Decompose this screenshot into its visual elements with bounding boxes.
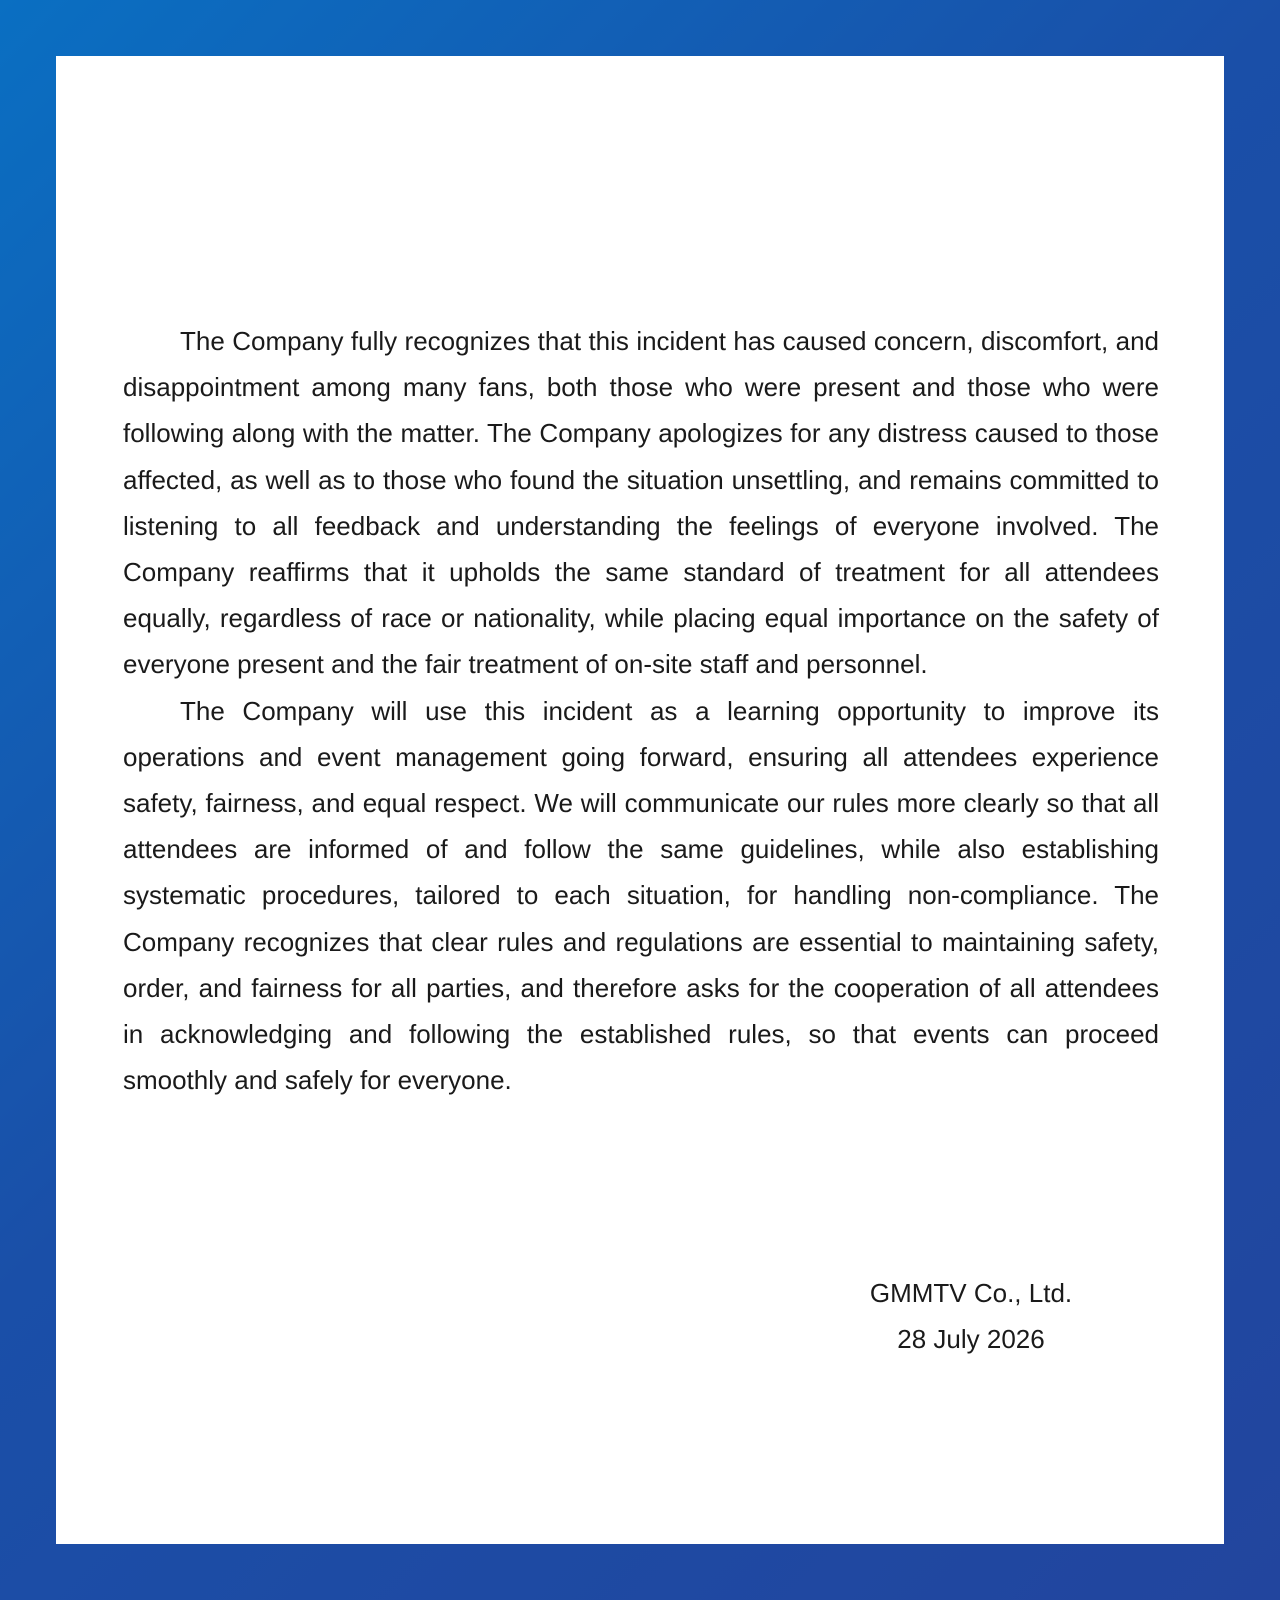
statement-body [123, 318, 1159, 1103]
statement-paragraph-1: The Company fully recognizes that this incident has caused concern, discomfort, and disappointment among many fans, both those who were present and those who were following along with the matter. The Company apologizes for any distress caused to those affected, as well as to those who found the situation unsettling, and remains committed to listening to all feedback and understanding the feelings of everyone involved. The Company reaffirms that it upholds the same standard of treatment for all attendees equally, regardless of race or nationality, while placing equal importance on the safety of everyone present and the fair treatment of on-site staff and personnel. [123, 326, 1159, 680]
signature-company: GMMTV Co., Ltd. [869, 1278, 1073, 1308]
signature-block [796, 1270, 1146, 1362]
signature-date: 28 July 2026 [897, 1324, 1045, 1354]
statement-paragraph-2: The Company will use this incident as a learning opportunity to improve its operations and event management going forward, ensuring all attendees experience safety, fairness, and equal respect. We will communicate our rules more clearly so that all attendees are informed of and follow the same guidelines, while also establishing systematic procedures, tailored to each situation, for handling non-compliance. The Company recognizes that clear rules and regulations are essential to maintaining safety, order, and fairness for all parties, and therefore asks for the cooperation of all attendees in acknowledging and following the established rules, so that events can proceed smoothly and safely for everyone. [123, 695, 1159, 1096]
statement-paper [56, 56, 1224, 1544]
